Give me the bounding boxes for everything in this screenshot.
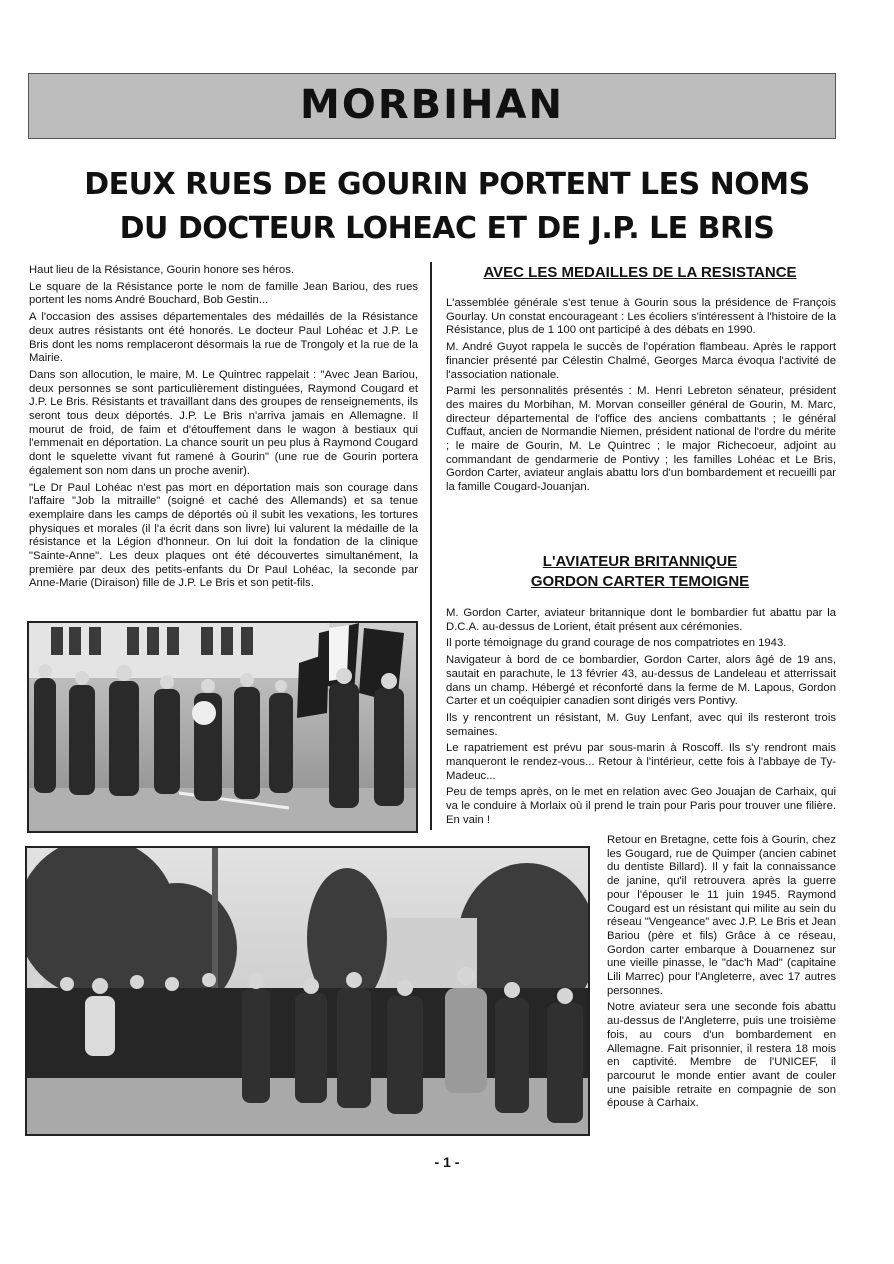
paragraph: Il porte témoignage du grand courage de nos compatriotes en 1943. (446, 637, 787, 650)
paragraph: "Le Dr Paul Lohéac n'est pas mort en déportation mais son courage dans l'affaire "Job la mitraille" (soigné et caché des Allemands) et sa tenue exemplaire dans les camps de déportés où il subit les vexations, les tortures physiques et morales (il l'a écrit dans son livre) lui valurent la médaille de la résistance et la Légion d'honneur. On lui doit la fondation de la clinique "Sainte-Anne". Les deux plaques ont été découvertes simultanément, la première par deux des petits-enfants du Dr Paul Lohéac, la seconde par Anne-Marie (Diraison) fille de J.P. Le Bris et son petit-fils. (29, 481, 418, 590)
paragraph: M. André Guyot rappela le succès de l'opération flambeau. Après le rapport financier présenté par Célestin Chalmé, Georges Marca évoqua l'activité de l'association nationale. (446, 341, 836, 381)
ceremony-photo (27, 621, 418, 833)
section-2-heading-line-1: L'AVIATEUR BRITANNIQUE (542, 553, 738, 570)
paragraph: Le rapatriement est prévu par sous-marin à Roscoff. Ils s'y rendront mais manqueront le rendez-vous... Retour à l'intérieur, cette fois à l'abbaye de Ty-Madeuc... (446, 742, 836, 782)
paragraph: Ils y rencontrent un résistant, M. Guy Lenfant, avec qui ils resteront trois semaines. (446, 711, 836, 738)
section-1-heading: AVEC LES MEDAILLES DE LA RESISTANCE (483, 264, 797, 281)
paragraph: Dans son allocution, le maire, M. Le Quintrec rappelait : "Avec Jean Bariou, deux personnes se sont particulièrement distinguées, Raymond Cougard et J.P. Le Bris. Résistants et travaillant dans des groupes de renseignements, ils seront tous deux déportés. J.P. Le Bris n'arriva jamais en Allemagne. Il mourut de froid, de faim et d'étouffement dans le wagon à bestiaux qui l'emmenait en déportation. La chance sourit un peu plus à Raymond Cougard dont le squelette vivant fut ramené à Gourin" (une rue de Gourin portera également son nom dans un proche avenir). (29, 368, 418, 477)
page-number: - 1 - (434, 1154, 460, 1170)
headline-line-1: DEUX RUES DE GOURIN PORTENT LES NOMS (84, 167, 810, 202)
paragraph: L'assemblée générale s'est tenue à Gourin sous la présidence de François Gourlay. Un constat encourageant : Les écoliers s'intéressent à l'histoire de la Résistance, plus de 1 100 ont participé à des débats en 1990. (446, 297, 836, 337)
paragraph: Parmi les personnalités présentés : M. Henri Lebreton sénateur, président des maires du Morbihan, M. Morvan conseiller général de Gourin, M. Marc, directeur départemental de l'office des anciens combattants ; le général Cuffaut, ancien de Normandie Niemen, président national de l'ordre du mérite ; le maire de Gourin, M. Le Quintrec ; le major Richecoeur, adjoint au commandant de gendarmerie de Pontivy ; les familles Lohéac et Le Bris, Gordon Carter, aviateur anglais abattu lors d'un bombardement et recueilli par la famille Cougard-Jouanjan. (446, 385, 836, 494)
paragraph: Le square de la Résistance porte le nom de famille Jean Bariou, des rues portent les noms André Bouchard, Bob Gestin... (29, 280, 418, 307)
column-divider (430, 262, 432, 830)
paragraph: Notre aviateur sera une seconde fois abattu au-dessus de l'Angleterre, puis une troisième fois, au cours d'un bombardement en Allemagne. Fait prisonnier, il restera 18 mois en captivité. Membre de l'UNICEF, il parcourut le monde entier avant de couler une paisible retraite en compagnie de son épouse à Carhaix. (607, 1001, 836, 1110)
paragraph: Haut lieu de la Résistance, Gourin honore ses héros. (29, 264, 294, 276)
paragraph: M. Gordon Carter, aviateur britannique dont le bombardier fut abattu par la D.C.A. au-dessus de Lorient, était présent aux cérémonies. (446, 607, 836, 633)
paragraph: Navigateur à bord de ce bombardier, Gordon Carter, alors âgé de 19 ans, sautait en parachute, le 13 février 43, au-dessus de Landeleau et atterrissait dans un champ. Hébergé et réconforté dans la ferme de M. Lapous, Gordon Carter et un coéquipier canadien sont dirigés vers Pontivy. (446, 654, 836, 708)
headline-line-2: DU DOCTEUR LOHEAC ET DE J.P. LE BRIS (119, 211, 775, 246)
left-article (29, 264, 418, 594)
section-2-heading-line-2: GORDON CARTER TEMOIGNE (530, 573, 750, 590)
paragraph: Retour en Bretagne, cette fois à Gourin, chez les Gougard, rue de Quimper (ancien cabinet du dentiste Billard). Il y fait la connaissance de janine, qu'il retrouvera après la guerre pour l'épouser le 11 juin 1945. Raymond Cougard est un résistant qui milite au sein du réseau "Vengeance" avec J.P. Le Bris et Jean Bariou (père et fils) Grâce à ce réseau, Gordon carter embarque à Douarnenez sur une vieille pinasse, le "dac'h Mad" (capitaine Lili Marrec) pour l'Angleterre, avec 17 autres personnes. (607, 834, 836, 997)
ceremony-photo-image (29, 623, 416, 831)
section-2-continuation (607, 834, 836, 1114)
crowd-photo (25, 846, 590, 1136)
crowd-photo-image (27, 848, 588, 1134)
banner-title: MORBIHAN (300, 82, 564, 128)
section-1-article (446, 297, 836, 498)
paragraph: A l'occasion des assises départementales des médaillés de la Résistance deux autres résistants ont été honorés. Le docteur Paul Lohéac et J.P. Le Bris dont les noms remplaceront désormais la rue de Trongoly et la rue de la Mairie. (29, 311, 418, 365)
section-banner (28, 73, 836, 139)
section-2-article (446, 607, 836, 831)
paragraph: Peu de temps après, on le met en relation avec Geo Jouajan de Carhaix, qui va le conduire à Morlaix où il prend le train pour Paris pour trouver une filière. En vain ! (446, 786, 836, 826)
